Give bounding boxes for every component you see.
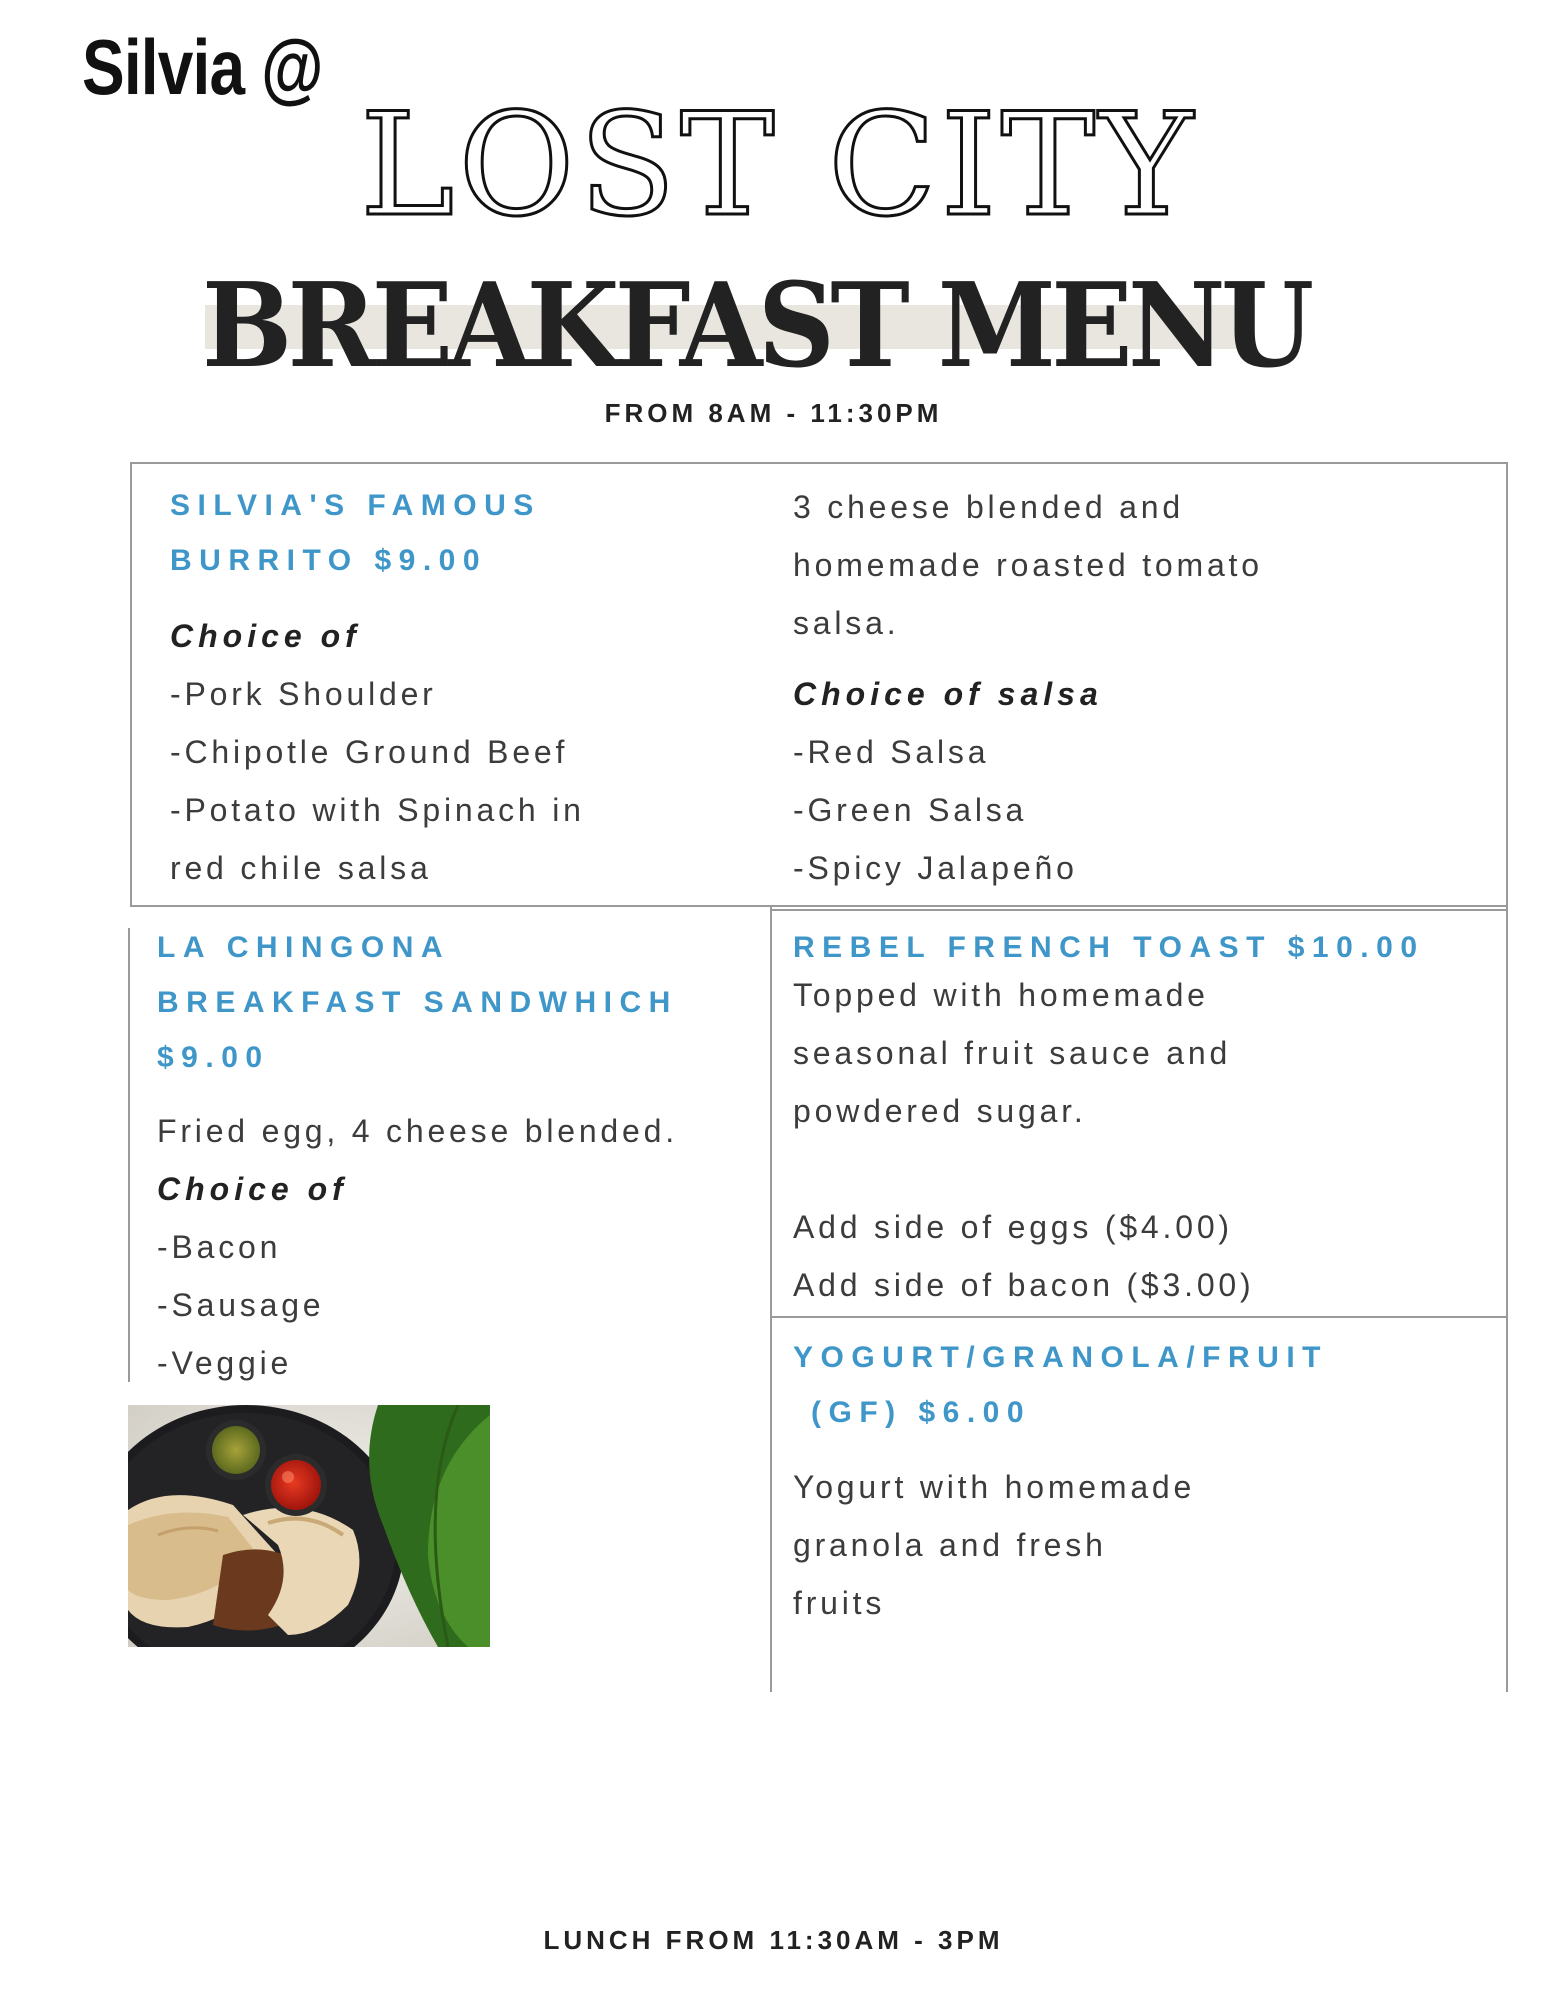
lunch-hours: LUNCH FROM 11:30AM - 3PM bbox=[543, 1925, 1004, 1955]
sandwich-title-line1: LA CHINGONA bbox=[157, 931, 451, 964]
french-toast-description-line: powdered sugar. bbox=[793, 1093, 1087, 1129]
salsa-choice-label: Choice of salsa bbox=[793, 676, 1103, 712]
salsa-item: -Green Salsa bbox=[793, 792, 1028, 828]
restaurant-name: LOST CITY bbox=[360, 83, 1198, 248]
yogurt-price: (GF) $6.00 bbox=[811, 1396, 1032, 1429]
burrito-box-right bbox=[1506, 462, 1508, 906]
sandwich-title-line2: BREAKFAST SANDWHICH bbox=[157, 986, 678, 1019]
addon-eggs: Add side of eggs ($4.00) bbox=[793, 1209, 1233, 1245]
breakfast-hours: FROM 8AM - 11:30PM bbox=[604, 398, 943, 428]
yogurt-description-line: fruits bbox=[793, 1585, 886, 1621]
yogurt-description-line: Yogurt with homemade bbox=[793, 1469, 1196, 1505]
sandwich-description: Fried egg, 4 cheese blended. bbox=[157, 1113, 678, 1149]
salsa-item: -Spicy Jalapeño bbox=[793, 850, 1078, 886]
salsa-item: -Red Salsa bbox=[793, 734, 990, 770]
burrito-description-line: salsa. bbox=[793, 605, 900, 641]
sandwich-choice-label: Choice of bbox=[157, 1171, 348, 1207]
burrito-salsa-options bbox=[793, 665, 1103, 897]
yogurt-title-line1: YOGURT/GRANOLA/FRUIT bbox=[793, 1341, 1328, 1374]
sandwich-details bbox=[157, 1102, 678, 1392]
brand-prefix: Silvia @ bbox=[82, 23, 323, 111]
french-toast-description-line: seasonal fruit sauce and bbox=[793, 1035, 1232, 1071]
toast-box-top bbox=[770, 909, 1508, 911]
sandwich-title bbox=[157, 920, 678, 1085]
sandwich-price: $9.00 bbox=[157, 1041, 270, 1074]
burrito-title-price: BURRITO $9.00 bbox=[170, 544, 488, 577]
burrito-photo bbox=[128, 1405, 490, 1647]
burrito-choices bbox=[170, 607, 585, 897]
burrito-box-bottom bbox=[130, 905, 1508, 907]
burrito-box-top bbox=[130, 462, 1508, 464]
menu-title: BREAKFAST MENU bbox=[202, 258, 1310, 394]
column-divider bbox=[770, 907, 772, 1692]
yogurt-description-line: granola and fresh bbox=[793, 1527, 1107, 1563]
french-toast-title: REBEL FRENCH TOAST $10.00 bbox=[793, 931, 1425, 964]
sandwich-left-border bbox=[128, 928, 130, 1382]
yogurt-title bbox=[793, 1330, 1328, 1440]
sandwich-choice-item: -Veggie bbox=[157, 1345, 293, 1381]
burrito-choice-label: Choice of bbox=[170, 618, 361, 654]
addon-bacon: Add side of bacon ($3.00) bbox=[793, 1267, 1255, 1303]
french-toast-addons bbox=[793, 1198, 1254, 1314]
burrito-choice-item: red chile salsa bbox=[170, 850, 432, 886]
yogurt-description bbox=[793, 1458, 1195, 1632]
burrito-description-line: homemade roasted tomato bbox=[793, 547, 1263, 583]
burrito-box-left bbox=[130, 462, 132, 906]
burrito-description bbox=[793, 478, 1263, 652]
burrito-choice-item: -Potato with Spinach in bbox=[170, 792, 585, 828]
burrito-choice-item: -Chipotle Ground Beef bbox=[170, 734, 569, 770]
french-toast-description bbox=[793, 966, 1231, 1140]
yogurt-box-top bbox=[770, 1316, 1508, 1318]
sandwich-choice-item: -Sausage bbox=[157, 1287, 325, 1323]
right-column-border bbox=[1506, 907, 1508, 1692]
french-toast-description-line: Topped with homemade bbox=[793, 977, 1209, 1013]
burrito-description-line: 3 cheese blended and bbox=[793, 489, 1184, 525]
burrito-photo-illustration bbox=[128, 1405, 490, 1647]
burrito-title bbox=[170, 478, 541, 588]
burrito-title-line1: SILVIA'S FAMOUS bbox=[170, 489, 541, 522]
sandwich-choice-item: -Bacon bbox=[157, 1229, 282, 1265]
burrito-choice-item: -Pork Shoulder bbox=[170, 676, 437, 712]
